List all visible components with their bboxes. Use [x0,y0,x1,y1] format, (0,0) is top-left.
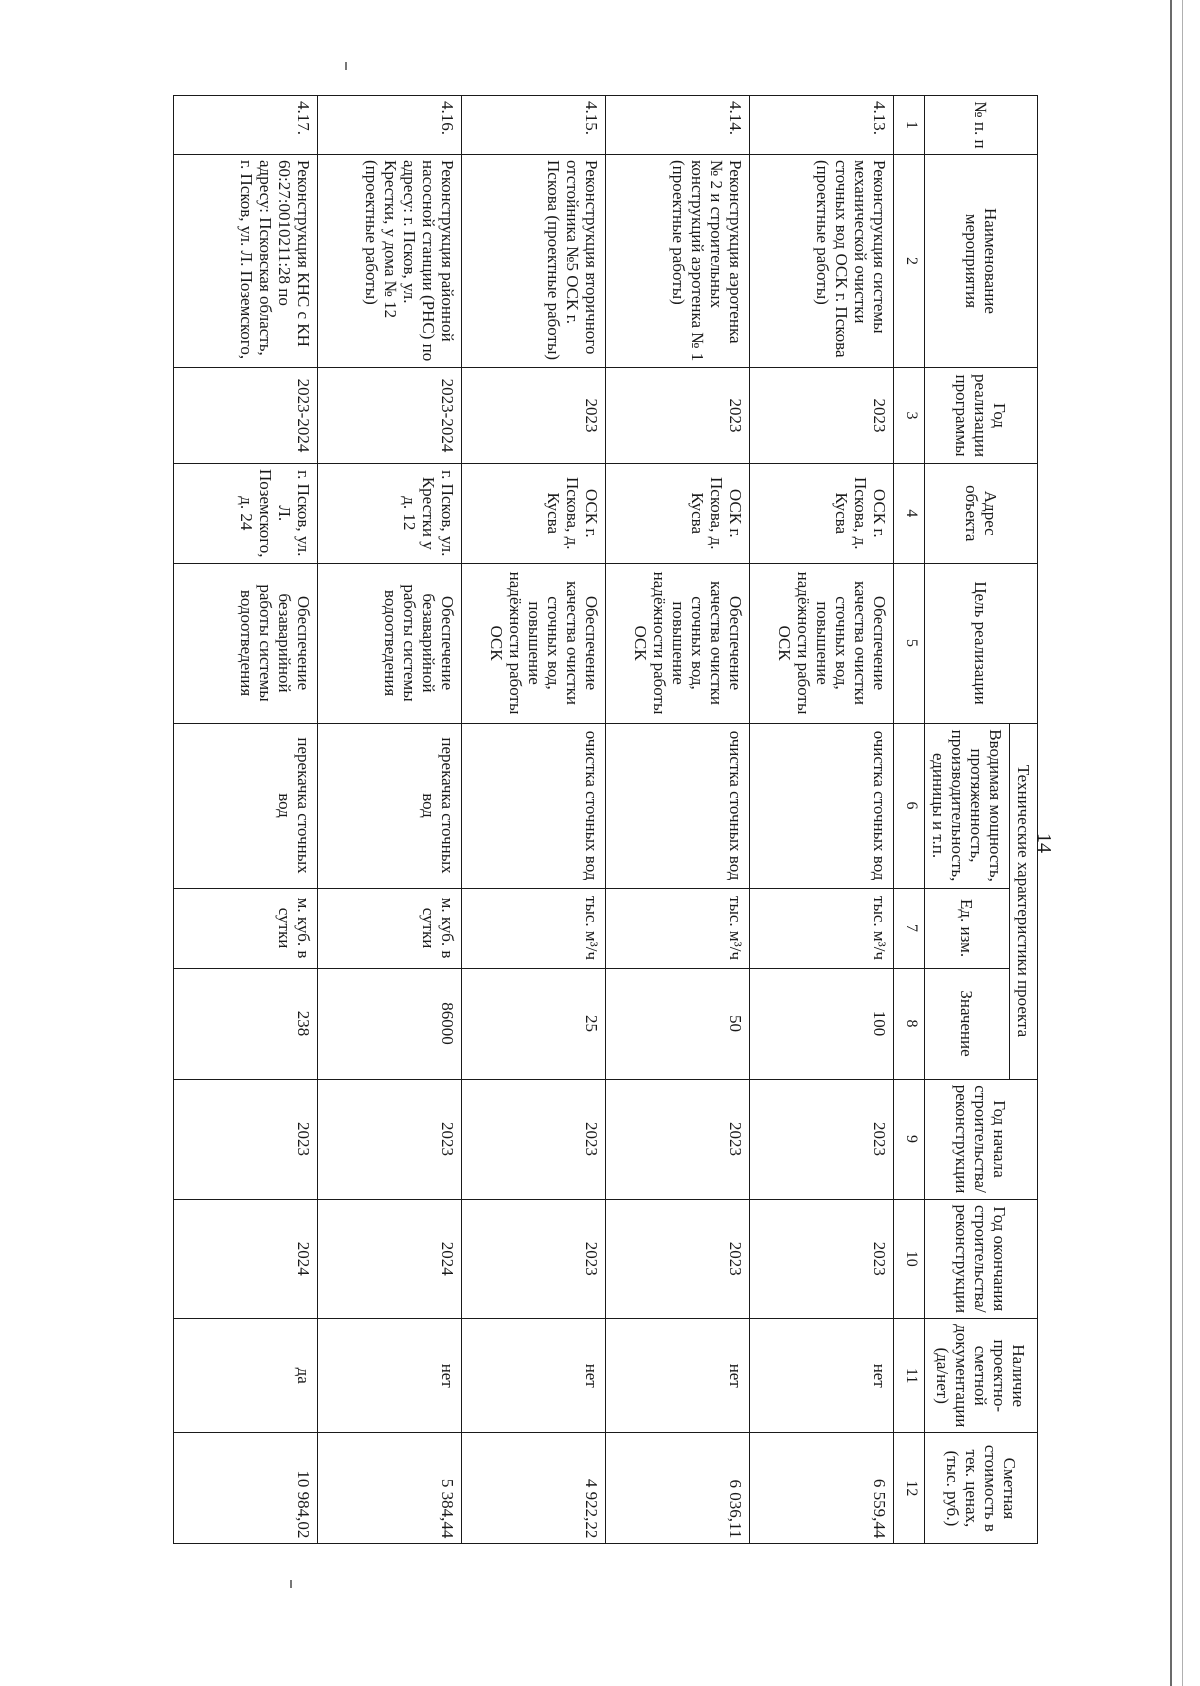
column-number: 11 [893,1319,924,1433]
header-address: Адрес объекта [924,464,1037,564]
row-cost: 6 559,44 [749,1433,893,1544]
row-capacity: очистка сточных вод [749,723,893,888]
row-capacity: перекачка сточных вод [173,723,317,888]
row-end: 2024 [173,1199,317,1319]
row-start: 2023 [461,1079,605,1199]
row-name: Реконструкция районной насосной станции (РНС) по адресу: г. Псков, ул. Крестки, у дома № 12 (проектные работы) [317,155,461,368]
row-docs: нет [749,1319,893,1433]
header-goal: Цель реализации [924,563,1037,723]
table-row [605,96,749,1544]
row-unit: тыс. м³/ч [749,888,893,968]
column-number: 9 [893,1079,924,1199]
header-start-year: Год начала строительства/реконструкции [924,1079,1037,1199]
row-value: 50 [605,968,749,1079]
row-value: 86000 [317,968,461,1079]
row-num: 4.13. [749,96,893,155]
column-number: 8 [893,968,924,1079]
table-row [173,96,317,1544]
page-number: 14 [1033,833,1055,853]
row-year: 2023-2024 [317,368,461,464]
row-name: Реконструкция КНС с КН 60:27:0010211:28 по адресу: Псковская область, г. Псков, ул. Л. Поземского, [173,155,317,368]
row-num: 4.14. [605,96,749,155]
row-goal: Обеспечение безаварийной работы системы водоотведения [317,563,461,723]
header-end-year: Год окончания строительства/реконструкции [924,1199,1037,1319]
table-row [317,96,461,1544]
header-value: Значение [924,968,1009,1079]
header-docs: Наличие проектно-сметной документации (да/нет) [924,1319,1037,1433]
row-capacity: очистка сточных вод [605,723,749,888]
row-num: 4.17. [173,96,317,155]
row-year: 2023 [461,368,605,464]
row-year: 2023-2024 [173,368,317,464]
header-cost: Сметная стоимость в тек. ценах, (тыс. руб.) [924,1433,1037,1544]
column-number: 4 [893,464,924,564]
column-number: 5 [893,563,924,723]
row-end: 2023 [749,1199,893,1319]
column-number-row [893,96,924,1544]
row-goal: Обеспечение качества очистки сточных вод, повышение надёжности работы ОСК [605,563,749,723]
row-cost: 5 384,44 [317,1433,461,1544]
header-name: Наименование мероприятия [924,155,1037,368]
row-end: 2023 [605,1199,749,1319]
row-name: Реконструкция системы механической очистки сточных вод ОСК г. Пскова (проектные работы) [749,155,893,368]
header-capacity: Вводимая мощность, протяженность, производительность, единицы и т.п. [924,723,1009,888]
header-tech-group: Технические характеристики проекта [1009,723,1037,1079]
row-goal: Обеспечение безаварийной работы системы водоотведения [173,563,317,723]
row-unit: м. куб. в сутки [317,888,461,968]
row-name: Реконструкция вторичного отстойника №5 ОСК г. Пскова (проектные работы) [461,155,605,368]
table-row [749,96,893,1544]
row-address: ОСК г. Пскова, д. Кусва [749,464,893,564]
row-value: 238 [173,968,317,1079]
row-capacity: перекачка сточных вод [317,723,461,888]
header-unit: Ед. изм. [924,888,1009,968]
row-cost: 10 984,02 [173,1433,317,1544]
row-end: 2023 [461,1199,605,1319]
row-value: 25 [461,968,605,1079]
row-cost: 4 922,22 [461,1433,605,1544]
row-goal: Обеспечение качества очистки сточных вод, повышение надёжности работы ОСК [461,563,605,723]
column-number: 6 [893,723,924,888]
column-number: 7 [893,888,924,968]
row-goal: Обеспечение качества очистки сточных вод, повышение надёжности работы ОСК [749,563,893,723]
row-address: г. Псков, ул. Л. Поземского, д. 24 [173,464,317,564]
row-value: 100 [749,968,893,1079]
row-num: 4.15. [461,96,605,155]
measures-table [173,95,1038,1544]
column-number: 1 [893,96,924,155]
header-year: Год реализации программы [924,368,1037,464]
row-year: 2023 [749,368,893,464]
row-cost: 6 036,11 [605,1433,749,1544]
column-number: 12 [893,1433,924,1544]
row-docs: нет [317,1319,461,1433]
column-number: 10 [893,1199,924,1319]
row-name: Реконструкция аэротенка № 2 и строительных конструкций аэротенка № 1 (проектные работы) [605,155,749,368]
row-start: 2023 [749,1079,893,1199]
column-number: 3 [893,368,924,464]
row-address: ОСК г. Пскова, д. Кусва [461,464,605,564]
row-unit: тыс. м³/ч [605,888,749,968]
row-start: 2023 [317,1079,461,1199]
header-num: № п. п [924,96,1037,155]
row-capacity: очистка сточных вод [461,723,605,888]
row-unit: м. куб. в сутки [173,888,317,968]
row-unit: тыс. м³/ч [461,888,605,968]
table-row [461,96,605,1544]
row-start: 2023 [173,1079,317,1199]
column-number: 2 [893,155,924,368]
row-docs: да [173,1319,317,1433]
row-num: 4.16. [317,96,461,155]
row-docs: нет [605,1319,749,1433]
row-end: 2024 [317,1199,461,1319]
row-address: г. Псков, ул. Крестки у д. 12 [317,464,461,564]
row-address: ОСК г. Пскова, д. Кусва [605,464,749,564]
header-row [1009,96,1037,1544]
row-year: 2023 [605,368,749,464]
row-docs: нет [461,1319,605,1433]
row-start: 2023 [605,1079,749,1199]
